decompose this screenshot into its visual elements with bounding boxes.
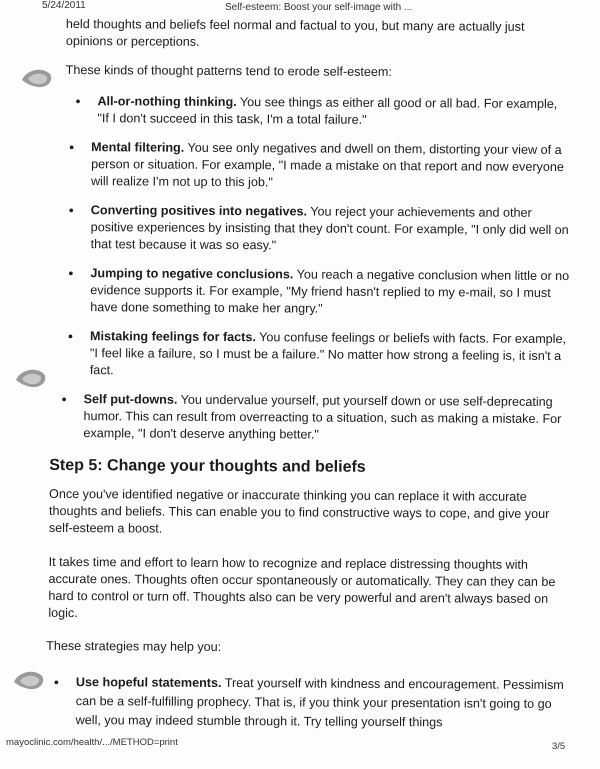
list-item — [65, 202, 570, 256]
bullet-text: You see only negatives and dwell on them, distorting your view of a person or situation. For example, "I made a mistake on that report and now everyone will realize I'm not up to this job." — [90, 140, 564, 190]
bullet-term: Mistaking feelings for facts. — [90, 329, 256, 345]
bullet-term: Use hopeful statements. — [75, 675, 222, 690]
bullet-text: Treat yourself with kindness and encouragement. Pessimism can be a self-fulfilling prophecy. That is, if you think your presentation isn't going to go well, you may indeed stumble through it. Try telling yourself things — [75, 675, 564, 730]
bullet-text: You reject your achievements and other positive experiences by insisting that they don't count. For example, "I only did well on that test because it was so easy." — [90, 204, 569, 253]
page-number: 3/5 — [552, 741, 566, 752]
list-item — [50, 673, 567, 733]
bullet-term: Self put-downs. — [83, 392, 178, 407]
section-heading: Step 5: Change your thoughts and beliefs — [49, 456, 366, 476]
bullet-term: Mental filtering. — [91, 140, 185, 155]
document-page — [46, 16, 571, 733]
bullet-icon: • — [68, 265, 74, 282]
list-item — [64, 328, 569, 382]
lead-paragraph: These kinds of thought patterns tend to erode self-esteem: — [65, 62, 392, 79]
punch-hole-icon — [14, 366, 48, 390]
bullet-icon: • — [75, 93, 81, 110]
bullet-text: You confuse feelings or beliefs with facts. For example, "I feel like a failure, so I must be a failure." No matter how strong a feeling is, it isn't a fact. — [89, 330, 567, 378]
bullet-icon: • — [69, 139, 75, 156]
bullet-text: You reach a negative conclusion when little or no evidence supports it. For example, "My friend hasn't replied to my e-mail, so I must have done something to make her angry." — [90, 267, 570, 316]
bullet-icon: • — [61, 390, 67, 408]
bullet-icon: • — [68, 202, 74, 219]
list-item — [64, 265, 569, 319]
step-paragraph-2: It takes time and effort to learn how to recognize and replace distressing thoughts with accurate ones. Thoughts often occur spontaneously or automatically. They can they can be hard to control or turn off. Thoughts also can be very powerful and aren't always based on logic. — [48, 554, 556, 621]
punch-hole-icon — [12, 668, 46, 692]
bullet-text: You undervalue yourself, put yourself down or use self-deprecating humor. This can result from overreacting to a situation, such as making a mistake. For example, "I don't deserve anything better." — [83, 392, 562, 442]
intro-paragraph: held thoughts and beliefs feel normal and factual to you, but many are actually just opinions or perceptions. — [65, 16, 525, 49]
bullet-icon: • — [67, 328, 74, 345]
list-item — [65, 139, 570, 193]
strategies-lead: These strategies may help you: — [46, 638, 222, 654]
list-item — [71, 93, 570, 130]
print-title: Self-esteem: Boost your self-image with ... — [225, 2, 413, 13]
bullet-term: Converting positives into negatives. — [90, 203, 308, 219]
punch-hole-icon — [20, 66, 54, 90]
step-paragraph-1: Once you've identified negative or inaccurate thinking you can replace it with accurate thoughts and beliefs. This can enable you to find constructive ways to cope, and give your self-esteem a boost. — [48, 486, 550, 536]
print-date: 5/24/2011 — [42, 0, 86, 11]
thought-pattern-list — [63, 93, 570, 445]
bullet-icon: • — [53, 673, 59, 690]
bullet-text: You see things as either all good or all bad. For example, "If I don't succeed in this task, I'm a total failure." — [97, 95, 558, 127]
footer-url: mayoclinic.com/health/.../METHOD=print — [6, 737, 178, 748]
strategy-list — [50, 673, 567, 733]
bullet-term: Jumping to negative conclusions. — [90, 266, 294, 282]
list-item — [57, 391, 568, 445]
bullet-term: All-or-nothing thinking. — [97, 94, 237, 110]
